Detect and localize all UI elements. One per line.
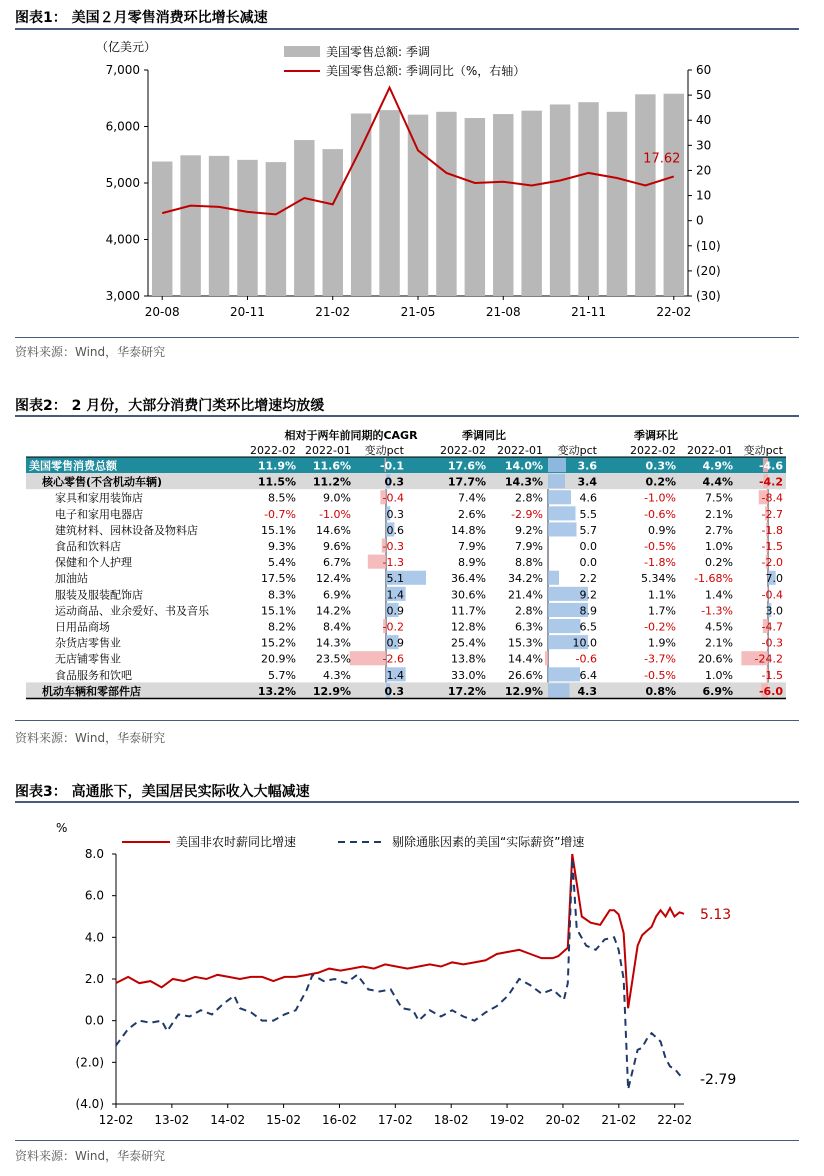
table-cell: 26.6% <box>508 668 543 682</box>
table-cell: -4.6 <box>758 459 783 473</box>
chart1-bar-21-04 <box>379 110 399 296</box>
table-col-header-8: 变动pct <box>743 444 783 457</box>
chart3-bottom-rule <box>15 1140 799 1141</box>
table-cell: -2.0 <box>761 556 783 570</box>
chart1-bar-21-06 <box>436 112 456 296</box>
chart1-right-tick-label: 60 <box>696 63 712 77</box>
table-row-name: 无店铺零售业 <box>55 652 121 666</box>
table-cell: 14.2% <box>316 604 351 618</box>
chart1-x-tick-label: 21-05 <box>400 305 436 319</box>
table-cell: 11.5% <box>257 475 296 489</box>
table-cell: 14.4% <box>508 652 543 666</box>
table-cell: 0.3 <box>384 475 404 489</box>
table-cell: 34.2% <box>508 572 543 586</box>
table-cell: -1.0% <box>319 507 351 521</box>
chart3-y-tick-label: 0.0 <box>84 1013 104 1028</box>
chart1-right-tick-label: 50 <box>696 88 712 103</box>
table-source: 资料来源：Wind，华泰研究 <box>15 731 166 745</box>
table-cell: 3.4 <box>577 475 597 489</box>
chart1-bar-21-03 <box>351 114 371 296</box>
table-delta-bar <box>548 683 570 697</box>
table-col-header-0: 2022-02 <box>250 444 296 457</box>
table-cell: 0.9% <box>648 523 676 537</box>
table-cell: 0.2% <box>705 556 733 570</box>
table-cell: 4.6 <box>579 491 597 505</box>
table-cell: -0.6 <box>575 652 597 666</box>
chart1-svg <box>0 30 824 335</box>
table-cell: 23.5% <box>316 652 351 666</box>
table-delta-bar <box>548 522 577 536</box>
chart1-left-tick-label: 7,000 <box>105 63 140 77</box>
table-cell: 14.3% <box>504 475 543 489</box>
table-cell: 8.9 <box>579 604 597 618</box>
table-cell: -4.2 <box>758 475 783 489</box>
table-cell: 15.3% <box>508 636 543 650</box>
table-cell: 1.4 <box>386 588 404 602</box>
table-cell: 2.8% <box>515 604 543 618</box>
table-delta-bar <box>548 490 571 504</box>
table-cell: -1.3% <box>701 604 733 618</box>
table-cell: -2.6 <box>382 652 404 666</box>
table-cell: 2.7% <box>705 523 733 537</box>
table-cell: 5.7 <box>579 523 597 537</box>
chart3-real-wage-line <box>116 858 684 1089</box>
chart1-bar-21-11 <box>578 102 598 296</box>
table-cell: 4.3 <box>577 684 597 698</box>
table-cell: 1.4% <box>705 588 733 602</box>
table-row-name: 日用品商场 <box>55 620 110 634</box>
table-cell: 0.0 <box>579 540 597 553</box>
chart1-unit-label: （亿美元） <box>96 40 157 54</box>
chart3-source: 资料来源：Wind，华泰研究 <box>15 1149 166 1163</box>
table-cell: -0.3 <box>761 636 783 650</box>
table-cell: -1.0% <box>644 491 676 505</box>
table-group-header-1: 季调同比 <box>462 429 506 442</box>
table-cell: 12.8% <box>451 620 486 634</box>
chart3-x-tick-label: 20-02 <box>545 1113 581 1127</box>
table-cell: -1.8% <box>644 556 676 570</box>
chart1-left-tick-label: 4,000 <box>105 232 140 247</box>
chart1-bar-20-08 <box>152 162 172 296</box>
table-col-header-7: 2022-01 <box>687 444 733 457</box>
table-cell: 1.7% <box>648 604 676 618</box>
table-row-name: 美国零售消费总额 <box>29 459 117 473</box>
table-cell: 5.34% <box>641 572 676 586</box>
table-row-name: 保健和个人护理 <box>55 556 132 570</box>
table-cell: -0.3 <box>382 540 404 553</box>
table-cell: 14.6% <box>316 523 351 537</box>
chart3-y-tick-label: 4.0 <box>84 930 104 945</box>
chart1-bar-21-10 <box>550 104 570 296</box>
chart1-right-tick-label: 20 <box>696 163 712 178</box>
table-cell: 5.7% <box>268 668 296 682</box>
table-cell: 7.0 <box>765 572 783 586</box>
table-cell: 13.2% <box>257 684 296 698</box>
table-cell: 0.8% <box>645 684 676 698</box>
table-title: 图表2： 2 月份，大部分消费门类环比增速均放缓 <box>15 398 325 414</box>
table-cell: 8.9% <box>458 556 486 570</box>
table-delta-bar <box>548 667 580 681</box>
table-cell: -0.5% <box>644 668 676 682</box>
chart3-y-tick-label: 8.0 <box>84 847 104 861</box>
table-cell: 9.2% <box>515 523 543 537</box>
table-row-name: 服装及服装配饰店 <box>55 588 143 602</box>
table-delta-bar <box>548 619 581 633</box>
table-delta-bar <box>350 651 386 665</box>
table-group-header-0: 相对于两年前同期的CAGR <box>284 429 418 442</box>
table-cell: -0.5% <box>644 540 676 553</box>
chart1-bar-21-05 <box>408 115 428 296</box>
table-cell: 8.8% <box>515 556 543 570</box>
table-row-name: 食品服务和饮吧 <box>55 668 132 682</box>
chart1-bar-22-01 <box>635 94 655 296</box>
chart1-right-tick-label: 0 <box>696 213 704 228</box>
table-row-name: 加油站 <box>55 572 88 586</box>
table-row-name: 电子和家用电器店 <box>55 507 143 521</box>
chart3-x-tick-label: 14-02 <box>210 1113 246 1127</box>
table-cell: -6.0 <box>758 684 783 698</box>
table-cell: -1.3 <box>382 556 404 570</box>
table-cell: 15.1% <box>261 523 296 537</box>
chart1-x-tick-label: 21-11 <box>571 305 606 319</box>
chart3-y-tick-label: 6.0 <box>84 888 104 903</box>
table-delta-bar <box>548 571 559 585</box>
table-cell: 7.9% <box>515 540 543 553</box>
table-cell: 9.0% <box>323 491 351 505</box>
chart1-left-tick-label: 5,000 <box>105 176 140 190</box>
chart3-x-tick-label: 19-02 <box>489 1113 525 1127</box>
table-cell: 14.0% <box>504 459 543 473</box>
table-col-header-4: 2022-01 <box>497 444 543 457</box>
table-cell: 11.9% <box>257 459 296 473</box>
table-cell: 6.5 <box>579 620 597 634</box>
table-cell: -8.4 <box>761 491 783 505</box>
table-cell: -0.1 <box>379 459 404 473</box>
table-row-name: 食品和饮料店 <box>55 540 121 553</box>
table-cell: 0.9 <box>386 636 404 650</box>
table-cell: 1.1% <box>648 588 676 602</box>
table-cell: 33.0% <box>451 668 486 682</box>
chart1-left-tick-label: 3,000 <box>105 289 140 303</box>
chart3-svg <box>0 805 824 1135</box>
chart1-x-tick-label: 21-08 <box>485 305 521 319</box>
table-cell: 4.3% <box>323 668 351 682</box>
table-cell: 15.1% <box>261 604 296 618</box>
table-cell: 8.3% <box>268 588 296 602</box>
table-cell: 9.2 <box>579 588 597 602</box>
table-cell: 0.2% <box>645 475 676 489</box>
table-cell: 14.3% <box>316 636 351 650</box>
table-cell: 2.1% <box>705 636 733 650</box>
chart1-x-tick-label: 20-11 <box>230 305 265 319</box>
table-cell: -1.8 <box>761 523 783 537</box>
table-col-header-5: 变动pct <box>557 444 597 457</box>
table-col-header-2: 变动pct <box>364 444 404 457</box>
chart3-x-tick-label: 13-02 <box>154 1113 190 1127</box>
chart1-right-tick-label: 30 <box>696 138 712 153</box>
table-cell: 17.2% <box>447 684 486 698</box>
table-cell: 13.8% <box>451 652 486 666</box>
table-cell: 7.4% <box>458 491 486 505</box>
table-cell: 6.3% <box>515 620 543 634</box>
chart1-bar-21-09 <box>521 111 541 296</box>
chart3-legend-solid-label: 美国非农时薪同比增速 <box>176 835 297 849</box>
chart3-y-tick-label: (4.0) <box>75 1097 104 1111</box>
table-cell: 1.9% <box>648 636 676 650</box>
table-cell: -1.5 <box>761 540 783 553</box>
table-cell: 4.4% <box>702 475 733 489</box>
table-cell: -0.2 <box>382 620 404 634</box>
chart3-y-tick-label: (2.0) <box>75 1055 104 1070</box>
table-row-name: 家具和家用装饰店 <box>55 491 143 505</box>
table-cell: -3.7% <box>644 652 676 666</box>
table-delta-bar <box>548 458 566 472</box>
chart1-bar-20-09 <box>180 155 200 296</box>
chart1-x-tick-label: 21-02 <box>315 305 351 319</box>
table-cell: -0.2% <box>644 620 676 634</box>
table-cell: 8.4% <box>323 620 351 634</box>
chart1-right-tick-label: 40 <box>696 113 712 128</box>
chart3-wage-line <box>116 854 684 1008</box>
table-col-header-3: 2022-02 <box>440 444 486 457</box>
chart3-wage-last-label: 5.13 <box>700 906 732 923</box>
table-cell: 1.4 <box>386 668 404 682</box>
table-cell: 30.6% <box>451 588 486 602</box>
table-cell: 0.3 <box>384 684 404 698</box>
table-cell: 15.2% <box>261 636 296 650</box>
table-cell: 2.1% <box>705 507 733 521</box>
table-cell: 0.3% <box>645 459 676 473</box>
chart3-title: 图表3： 高通胀下，美国居民实际收入大幅减速 <box>15 784 310 800</box>
table-cell: 36.4% <box>451 572 486 586</box>
table-row-name: 运动商品、业余爱好、书及音乐 <box>55 604 209 618</box>
table-row-name: 核心零售(不含机动车辆) <box>42 475 163 489</box>
table-cell: 6.9% <box>702 684 733 698</box>
table-bottom-rule <box>15 720 799 721</box>
table-cell: 12.4% <box>316 572 351 586</box>
table-cell: 9.6% <box>323 540 351 553</box>
table-cell: 8.2% <box>268 620 296 634</box>
table-cell: 3.6 <box>577 459 597 473</box>
chart1-bar-20-10 <box>209 156 229 296</box>
table-cell: -4.7 <box>761 620 783 634</box>
table-cell: -0.4 <box>382 491 404 505</box>
table-cell: 7.5% <box>705 491 733 505</box>
chart1-x-tick-label: 22-02 <box>656 305 692 319</box>
table-delta-bar <box>548 506 576 520</box>
chart1-bar-22-02 <box>664 94 684 296</box>
table-cell: -2.9% <box>511 507 543 521</box>
chart1-x-tick-label: 20-08 <box>144 305 180 319</box>
table-cell: 5.4% <box>268 556 296 570</box>
chart1-source: 资料来源：Wind，华泰研究 <box>15 345 166 359</box>
table-delta-bar <box>545 651 548 665</box>
table-cell: 2.8% <box>515 491 543 505</box>
table-cell: -0.4 <box>761 588 783 602</box>
table-group-header-2: 季调环比 <box>634 429 678 442</box>
chart3-y-tick-label: 2.0 <box>84 972 104 986</box>
table-cell: -1.5 <box>761 668 783 682</box>
table-cell: 10.0 <box>572 636 597 650</box>
chart1-right-tick-label: 10 <box>696 188 712 203</box>
table-cell: 9.3% <box>268 540 296 553</box>
chart1-right-tick-label: (30) <box>696 289 721 303</box>
table-cell: -24.2 <box>754 652 783 666</box>
table-cell: -2.7 <box>761 507 783 521</box>
table-cell: 5.1 <box>386 572 404 586</box>
table-delta-bar <box>548 474 565 488</box>
table-cell: 11.2% <box>312 475 351 489</box>
chart1-left-tick-label: 6,000 <box>105 119 140 134</box>
chart3-x-tick-label: 17-02 <box>377 1113 413 1127</box>
chart3-x-tick-label: 22-02 <box>657 1113 693 1127</box>
table-cell: 20.6% <box>698 652 733 666</box>
table-col-header-6: 2022-02 <box>630 444 676 457</box>
chart3-legend-dashed-label: 剔除通胀因素的美国“实际薪资”增速 <box>392 835 585 849</box>
chart3-x-tick-label: 18-02 <box>433 1113 469 1127</box>
chart3-unit-label: % <box>56 821 68 835</box>
table-row-name: 机动车辆和零部件店 <box>42 684 141 698</box>
chart3-x-tick-label: 12-02 <box>98 1113 134 1127</box>
chart1-bottom-rule <box>15 337 799 338</box>
table-cell: 17.7% <box>447 475 486 489</box>
table-cell: 6.4 <box>579 668 597 682</box>
chart1-last-value-label: 17.62 <box>643 151 681 167</box>
chart1-bar-20-11 <box>237 160 257 296</box>
chart1-right-tick-label: (20) <box>696 263 721 278</box>
table-cell: 1.0% <box>705 668 733 682</box>
table-title-rule <box>15 415 799 417</box>
table-cell: 0.6 <box>386 523 404 537</box>
table-cell: 20.9% <box>261 652 296 666</box>
table-cell: 21.4% <box>508 588 543 602</box>
table-cell: 2.2 <box>579 572 597 586</box>
chart1-title: 图表1： 美国２月零售消费环比增长减速 <box>15 10 268 26</box>
chart1-bar-20-12 <box>266 162 286 296</box>
chart3-x-tick-label: 21-02 <box>601 1113 637 1127</box>
table-cell: 0.3 <box>386 507 404 521</box>
chart1-legend-bar-swatch <box>284 46 320 57</box>
table-cell: -0.6% <box>644 507 676 521</box>
table-cell: -0.7% <box>264 507 296 521</box>
chart3-real-wage-last-label: -2.79 <box>700 1071 737 1088</box>
table-cell: 11.7% <box>451 604 486 618</box>
chart3-title-rule <box>15 801 799 803</box>
table-row-name: 建筑材料、园林设备及物料店 <box>55 523 198 537</box>
table-cell: 17.6% <box>447 459 486 473</box>
table-cell: -1.68% <box>694 572 733 586</box>
chart3-x-tick-label: 15-02 <box>266 1113 302 1127</box>
chart1-bar-21-02 <box>323 149 343 296</box>
table-row-name: 杂货店零售业 <box>55 636 121 650</box>
table-cell: 3.0 <box>765 604 783 618</box>
table-cell: 11.6% <box>312 459 351 473</box>
table-cell: 14.8% <box>451 523 486 537</box>
chart1-bar-21-07 <box>465 118 485 296</box>
table-cell: 6.9% <box>323 588 351 602</box>
table-cell: 7.9% <box>458 540 486 553</box>
category-table <box>26 428 786 712</box>
chart1-bar-21-08 <box>493 114 513 296</box>
table-cell: 25.4% <box>451 636 486 650</box>
table-cell: 4.9% <box>702 459 733 473</box>
chart1-bar-21-01 <box>294 140 314 296</box>
chart1-right-tick-label: (10) <box>696 238 721 253</box>
table-cell: 17.5% <box>261 572 296 586</box>
table-cell: 0.9 <box>386 604 404 618</box>
chart3-x-tick-label: 16-02 <box>322 1113 357 1127</box>
table-cell: 0.0 <box>579 556 597 570</box>
chart1-bar-21-12 <box>607 112 627 296</box>
table-col-header-1: 2022-01 <box>305 444 351 457</box>
table-cell: 8.5% <box>268 491 296 505</box>
table-cell: 2.6% <box>458 507 486 521</box>
table-cell: 12.9% <box>312 684 351 698</box>
table-cell: 5.5 <box>579 507 597 521</box>
table-cell: 1.0% <box>705 540 733 553</box>
chart1-legend-line-label: 美国零售总额: 季调同比（%，右轴） <box>326 64 526 78</box>
table-cell: 6.7% <box>323 556 351 570</box>
chart1-legend-bar-label: 美国零售总额: 季调 <box>326 45 430 59</box>
table-cell: 12.9% <box>504 684 543 698</box>
table-cell: 4.5% <box>705 620 733 634</box>
